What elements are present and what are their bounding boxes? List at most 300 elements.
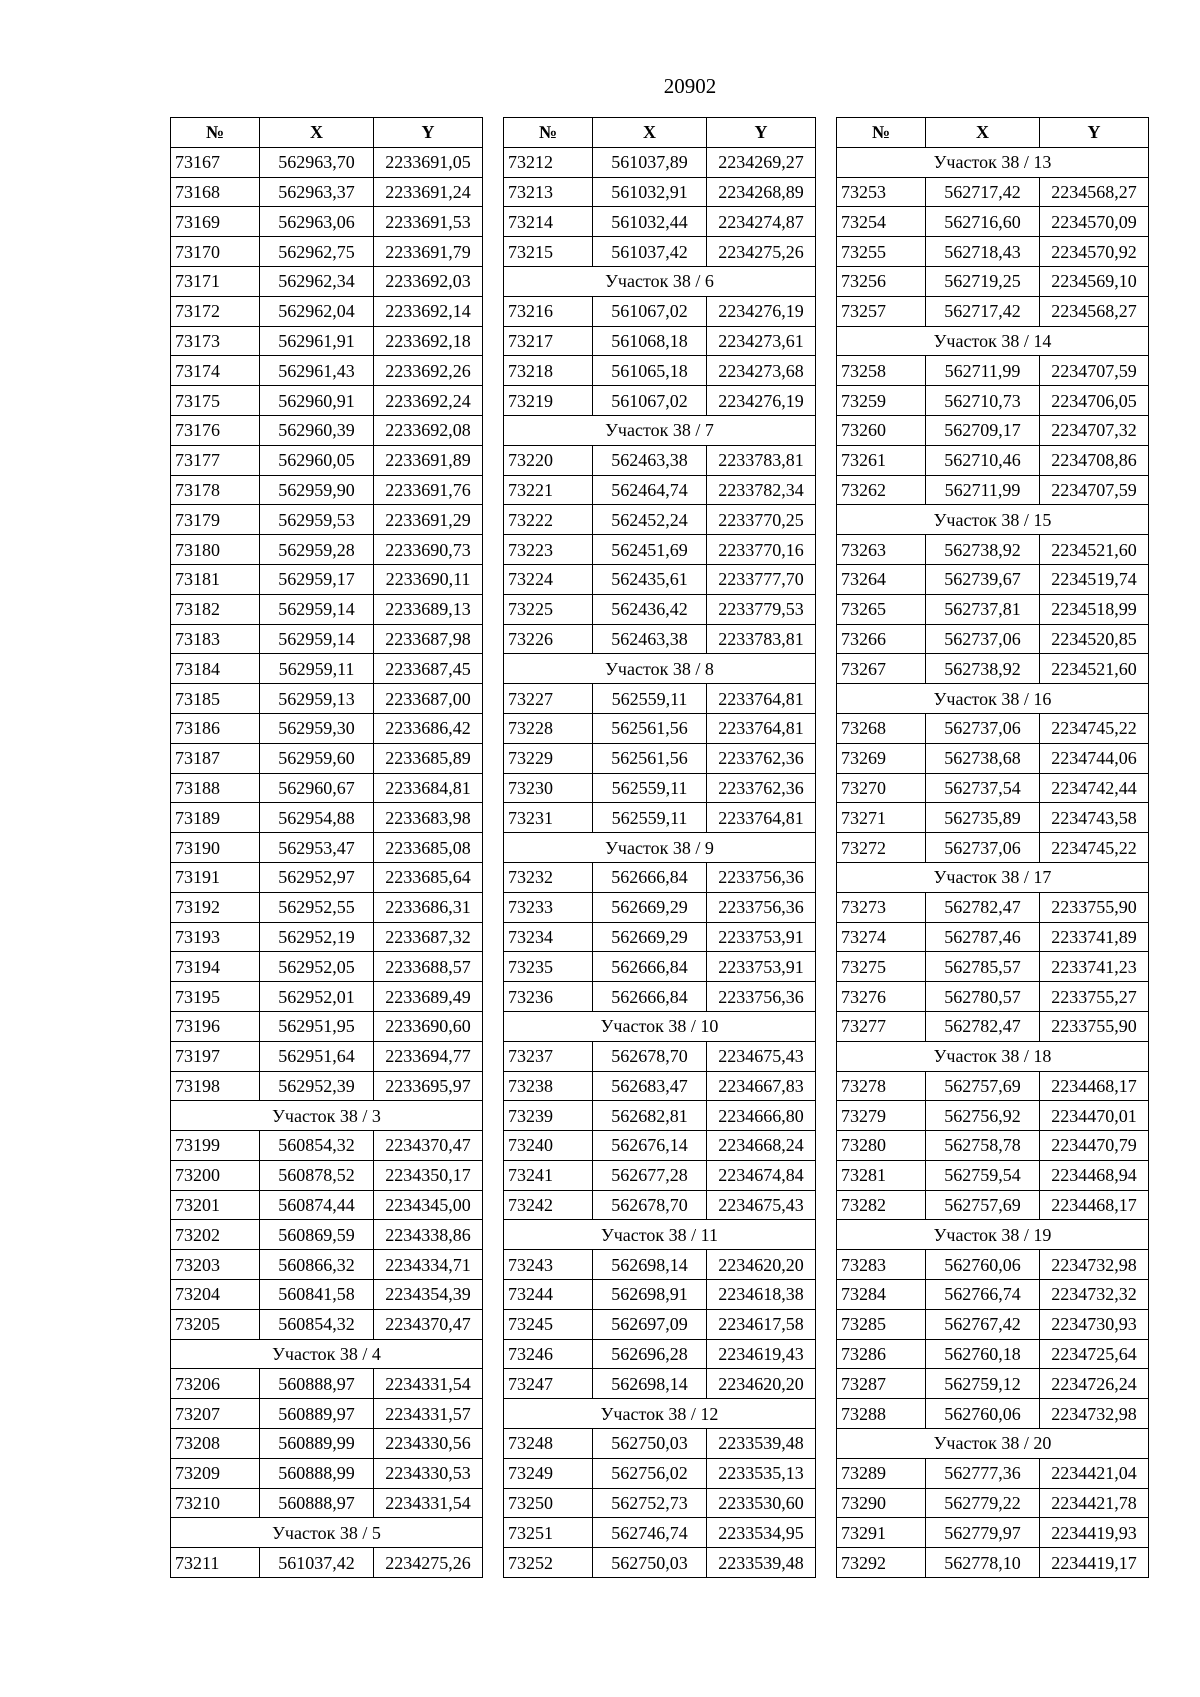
section-row: [504, 415, 816, 445]
table-row: [504, 237, 816, 267]
table-row: [171, 475, 483, 505]
y-coordinate: 2234743,58: [1040, 803, 1149, 833]
table-row: [837, 1399, 1149, 1429]
y-coordinate: 2234331,57: [374, 1399, 483, 1429]
y-coordinate: 2233691,05: [374, 147, 483, 177]
table-row: [171, 833, 483, 863]
y-coordinate: 2234742,44: [1040, 773, 1149, 803]
y-coordinate: 2234470,01: [1040, 1101, 1149, 1131]
point-number: 73192: [171, 892, 260, 922]
y-coordinate: 2233685,89: [374, 743, 483, 773]
point-number: 73285: [837, 1309, 926, 1339]
point-number: 73258: [837, 356, 926, 386]
point-number: 73200: [171, 1160, 260, 1190]
point-number: 73289: [837, 1458, 926, 1488]
y-coordinate: 2234350,17: [374, 1160, 483, 1190]
x-coordinate: 562952,01: [260, 982, 374, 1012]
table-row: [171, 892, 483, 922]
point-number: 73181: [171, 564, 260, 594]
coordinates-table-1: [170, 117, 483, 1578]
y-coordinate: 2234520,85: [1040, 624, 1149, 654]
table-row: [837, 1369, 1149, 1399]
table-row: [171, 743, 483, 773]
point-number: 73241: [504, 1160, 593, 1190]
point-number: 73172: [171, 296, 260, 326]
section-row: [504, 654, 816, 684]
x-coordinate: 562780,57: [926, 982, 1040, 1012]
section-title: Участок 38 / 17: [837, 862, 1149, 892]
y-coordinate: 2233687,00: [374, 684, 483, 714]
y-coordinate: 2233741,89: [1040, 922, 1149, 952]
coordinates-table-2: [503, 117, 816, 1578]
point-number: 73249: [504, 1458, 593, 1488]
point-number: 73242: [504, 1190, 593, 1220]
point-number: 73277: [837, 1011, 926, 1041]
y-coordinate: 2234370,47: [374, 1131, 483, 1161]
y-coordinate: 2234732,98: [1040, 1399, 1149, 1429]
x-coordinate: 562698,14: [593, 1369, 707, 1399]
x-coordinate: 562961,91: [260, 326, 374, 356]
point-number: 73233: [504, 892, 593, 922]
table-row: [837, 1548, 1149, 1578]
y-coordinate: 2233762,36: [707, 743, 816, 773]
point-number: 73174: [171, 356, 260, 386]
x-coordinate: 562952,19: [260, 922, 374, 952]
y-coordinate: 2234620,20: [707, 1250, 816, 1280]
x-coordinate: 562787,46: [926, 922, 1040, 952]
table-row: [837, 1160, 1149, 1190]
point-number: 73286: [837, 1339, 926, 1369]
table-row: [504, 1131, 816, 1161]
x-coordinate: 562717,42: [926, 296, 1040, 326]
table-row: [171, 207, 483, 237]
y-coordinate: 2234330,53: [374, 1458, 483, 1488]
section-row: [837, 1429, 1149, 1459]
point-number: 73224: [504, 564, 593, 594]
y-coordinate: 2233692,26: [374, 356, 483, 386]
section-row: [837, 1041, 1149, 1071]
section-row: [837, 1220, 1149, 1250]
table-row: [171, 1250, 483, 1280]
point-number: 73275: [837, 952, 926, 982]
y-coordinate: 2233687,45: [374, 654, 483, 684]
y-coordinate: 2233782,34: [707, 475, 816, 505]
x-coordinate: 562737,06: [926, 833, 1040, 863]
x-coordinate: 562756,02: [593, 1458, 707, 1488]
y-coordinate: 2234707,59: [1040, 475, 1149, 505]
table-row: [171, 356, 483, 386]
table-row: [504, 1309, 816, 1339]
section-title: Участок 38 / 5: [171, 1518, 483, 1548]
point-number: 73237: [504, 1041, 593, 1071]
y-coordinate: 2234617,58: [707, 1309, 816, 1339]
x-coordinate: 562959,13: [260, 684, 374, 714]
y-coordinate: 2233685,64: [374, 862, 483, 892]
table-row: [504, 207, 816, 237]
point-number: 73279: [837, 1101, 926, 1131]
x-coordinate: 560878,52: [260, 1160, 374, 1190]
table-row: [837, 594, 1149, 624]
point-number: 73263: [837, 535, 926, 565]
x-coordinate: 562737,06: [926, 713, 1040, 743]
point-number: 73266: [837, 624, 926, 654]
y-coordinate: 2234666,80: [707, 1101, 816, 1131]
x-coordinate: 562951,95: [260, 1011, 374, 1041]
point-number: 73290: [837, 1488, 926, 1518]
x-coordinate: 562669,29: [593, 892, 707, 922]
x-coordinate: 562953,47: [260, 833, 374, 863]
header-x: X: [926, 118, 1040, 148]
y-coordinate: 2233683,98: [374, 803, 483, 833]
y-coordinate: 2233684,81: [374, 773, 483, 803]
y-coordinate: 2233686,42: [374, 713, 483, 743]
table-header-row: [171, 118, 483, 148]
y-coordinate: 2233770,16: [707, 535, 816, 565]
x-coordinate: 562963,06: [260, 207, 374, 237]
y-coordinate: 2234618,38: [707, 1280, 816, 1310]
table-header-row: [837, 118, 1149, 148]
point-number: 73215: [504, 237, 593, 267]
point-number: 73223: [504, 535, 593, 565]
y-coordinate: 2234707,59: [1040, 356, 1149, 386]
table-row: [837, 982, 1149, 1012]
y-coordinate: 2234345,00: [374, 1190, 483, 1220]
table-row: [504, 445, 816, 475]
point-number: 73197: [171, 1041, 260, 1071]
table-row: [504, 952, 816, 982]
table-row: [171, 1399, 483, 1429]
x-coordinate: 561032,44: [593, 207, 707, 237]
x-coordinate: 562952,39: [260, 1071, 374, 1101]
y-coordinate: 2234732,32: [1040, 1280, 1149, 1310]
x-coordinate: 562666,84: [593, 952, 707, 982]
header-x: X: [260, 118, 374, 148]
point-number: 73167: [171, 147, 260, 177]
point-number: 73245: [504, 1309, 593, 1339]
point-number: 73282: [837, 1190, 926, 1220]
header-y: Y: [707, 118, 816, 148]
x-coordinate: 562678,70: [593, 1041, 707, 1071]
y-coordinate: 2234726,24: [1040, 1369, 1149, 1399]
x-coordinate: 562959,14: [260, 624, 374, 654]
x-coordinate: 560854,32: [260, 1131, 374, 1161]
point-number: 73218: [504, 356, 593, 386]
y-coordinate: 2233691,29: [374, 505, 483, 535]
table-row: [504, 1101, 816, 1131]
x-coordinate: 562750,03: [593, 1548, 707, 1578]
x-coordinate: 562738,68: [926, 743, 1040, 773]
table-row: [837, 1488, 1149, 1518]
point-number: 73235: [504, 952, 593, 982]
section-title: Участок 38 / 9: [504, 833, 816, 863]
point-number: 73168: [171, 177, 260, 207]
x-coordinate: 562559,11: [593, 684, 707, 714]
y-coordinate: 2234732,98: [1040, 1250, 1149, 1280]
x-coordinate: 562782,47: [926, 1011, 1040, 1041]
table-row: [504, 892, 816, 922]
y-coordinate: 2233690,73: [374, 535, 483, 565]
section-title: Участок 38 / 20: [837, 1429, 1149, 1459]
x-coordinate: 562959,60: [260, 743, 374, 773]
point-number: 73213: [504, 177, 593, 207]
x-coordinate: 562463,38: [593, 624, 707, 654]
table-row: [837, 1339, 1149, 1369]
table-row: [171, 654, 483, 684]
point-number: 73225: [504, 594, 593, 624]
point-number: 73278: [837, 1071, 926, 1101]
x-coordinate: 562759,54: [926, 1160, 1040, 1190]
point-number: 73216: [504, 296, 593, 326]
point-number: 73187: [171, 743, 260, 773]
table-row: [171, 1429, 483, 1459]
point-number: 73265: [837, 594, 926, 624]
x-coordinate: 562669,29: [593, 922, 707, 952]
x-coordinate: 562962,34: [260, 266, 374, 296]
header-y: Y: [1040, 118, 1149, 148]
point-number: 73264: [837, 564, 926, 594]
point-number: 73177: [171, 445, 260, 475]
y-coordinate: 2233783,81: [707, 445, 816, 475]
x-coordinate: 562959,14: [260, 594, 374, 624]
table-row: [504, 326, 816, 356]
point-number: 73247: [504, 1369, 593, 1399]
table-row: [171, 624, 483, 654]
x-coordinate: 562451,69: [593, 535, 707, 565]
table-row: [171, 684, 483, 714]
table-row: [837, 1101, 1149, 1131]
header-number: №: [504, 118, 593, 148]
point-number: 73231: [504, 803, 593, 833]
table-row: [171, 803, 483, 833]
table-row: [837, 773, 1149, 803]
y-coordinate: 2233692,08: [374, 415, 483, 445]
y-coordinate: 2233770,25: [707, 505, 816, 535]
x-coordinate: 562696,28: [593, 1339, 707, 1369]
point-number: 73212: [504, 147, 593, 177]
x-coordinate: 562961,43: [260, 356, 374, 386]
y-coordinate: 2234468,17: [1040, 1190, 1149, 1220]
table-row: [504, 564, 816, 594]
y-coordinate: 2233764,81: [707, 803, 816, 833]
table-row: [171, 1011, 483, 1041]
table-row: [171, 1488, 483, 1518]
y-coordinate: 2233762,36: [707, 773, 816, 803]
table-row: [504, 1429, 816, 1459]
x-coordinate: 562435,61: [593, 564, 707, 594]
x-coordinate: 562779,97: [926, 1518, 1040, 1548]
point-number: 73211: [171, 1548, 260, 1578]
table-row: [837, 1011, 1149, 1041]
point-number: 73253: [837, 177, 926, 207]
y-coordinate: 2234568,27: [1040, 177, 1149, 207]
section-row: [171, 1518, 483, 1548]
section-row: [504, 1220, 816, 1250]
table-row: [837, 1518, 1149, 1548]
y-coordinate: 2233691,79: [374, 237, 483, 267]
point-number: 73260: [837, 415, 926, 445]
x-coordinate: 562750,03: [593, 1429, 707, 1459]
point-number: 73234: [504, 922, 593, 952]
table-row: [171, 564, 483, 594]
table-row: [171, 982, 483, 1012]
point-number: 73185: [171, 684, 260, 714]
table-row: [837, 743, 1149, 773]
y-coordinate: 2233687,32: [374, 922, 483, 952]
table-row: [504, 1488, 816, 1518]
point-number: 73179: [171, 505, 260, 535]
section-row: [504, 1011, 816, 1041]
point-number: 73217: [504, 326, 593, 356]
x-coordinate: 562716,60: [926, 207, 1040, 237]
x-coordinate: 561065,18: [593, 356, 707, 386]
table-row: [504, 147, 816, 177]
y-coordinate: 2234707,32: [1040, 415, 1149, 445]
table-row: [171, 445, 483, 475]
x-coordinate: 562709,17: [926, 415, 1040, 445]
y-coordinate: 2233694,77: [374, 1041, 483, 1071]
x-coordinate: 560889,99: [260, 1429, 374, 1459]
x-coordinate: 562738,92: [926, 535, 1040, 565]
point-number: 73169: [171, 207, 260, 237]
y-coordinate: 2234708,86: [1040, 445, 1149, 475]
table-row: [171, 535, 483, 565]
point-number: 73171: [171, 266, 260, 296]
x-coordinate: 560888,97: [260, 1488, 374, 1518]
x-coordinate: 562952,05: [260, 952, 374, 982]
y-coordinate: 2233692,18: [374, 326, 483, 356]
y-coordinate: 2234470,79: [1040, 1131, 1149, 1161]
table-row: [171, 1071, 483, 1101]
point-number: 73248: [504, 1429, 593, 1459]
table-row: [837, 564, 1149, 594]
table-row: [171, 386, 483, 416]
header-number: №: [837, 118, 926, 148]
header-y: Y: [374, 118, 483, 148]
y-coordinate: 2233777,70: [707, 564, 816, 594]
point-number: 73276: [837, 982, 926, 1012]
x-coordinate: 562962,75: [260, 237, 374, 267]
x-coordinate: 562737,54: [926, 773, 1040, 803]
y-coordinate: 2233756,36: [707, 862, 816, 892]
point-number: 73182: [171, 594, 260, 624]
y-coordinate: 2233690,60: [374, 1011, 483, 1041]
y-coordinate: 2234619,43: [707, 1339, 816, 1369]
y-coordinate: 2233756,36: [707, 982, 816, 1012]
point-number: 73207: [171, 1399, 260, 1429]
point-number: 73280: [837, 1131, 926, 1161]
table-row: [837, 296, 1149, 326]
table-row: [837, 803, 1149, 833]
point-number: 73230: [504, 773, 593, 803]
x-coordinate: 562738,92: [926, 654, 1040, 684]
point-number: 73243: [504, 1250, 593, 1280]
x-coordinate: 562782,47: [926, 892, 1040, 922]
table-row: [504, 1369, 816, 1399]
point-number: 73180: [171, 535, 260, 565]
table-row: [837, 207, 1149, 237]
table-row: [837, 535, 1149, 565]
table-row: [504, 505, 816, 535]
x-coordinate: 562436,42: [593, 594, 707, 624]
y-coordinate: 2234521,60: [1040, 654, 1149, 684]
y-coordinate: 2234275,26: [707, 237, 816, 267]
x-coordinate: 562739,67: [926, 564, 1040, 594]
table-row: [171, 296, 483, 326]
x-coordinate: 560869,59: [260, 1220, 374, 1250]
x-coordinate: 562760,18: [926, 1339, 1040, 1369]
y-coordinate: 2234730,93: [1040, 1309, 1149, 1339]
x-coordinate: 562452,24: [593, 505, 707, 535]
point-number: 73190: [171, 833, 260, 863]
point-number: 73205: [171, 1309, 260, 1339]
x-coordinate: 562737,06: [926, 624, 1040, 654]
x-coordinate: 562760,06: [926, 1399, 1040, 1429]
point-number: 73176: [171, 415, 260, 445]
y-coordinate: 2234421,04: [1040, 1458, 1149, 1488]
table-row: [171, 505, 483, 535]
y-coordinate: 2233687,98: [374, 624, 483, 654]
x-coordinate: 561037,42: [260, 1548, 374, 1578]
table-row: [837, 177, 1149, 207]
x-coordinate: 562697,09: [593, 1309, 707, 1339]
x-coordinate: 562766,74: [926, 1280, 1040, 1310]
table-row: [504, 1339, 816, 1369]
y-coordinate: 2233692,24: [374, 386, 483, 416]
table-row: [837, 386, 1149, 416]
x-coordinate: 562735,89: [926, 803, 1040, 833]
section-row: [504, 266, 816, 296]
point-number: 73178: [171, 475, 260, 505]
table-row: [171, 1041, 483, 1071]
point-number: 73239: [504, 1101, 593, 1131]
point-number: 73236: [504, 982, 593, 1012]
y-coordinate: 2234706,05: [1040, 386, 1149, 416]
y-coordinate: 2234419,17: [1040, 1548, 1149, 1578]
section-title: Участок 38 / 7: [504, 415, 816, 445]
x-coordinate: 562678,70: [593, 1190, 707, 1220]
y-coordinate: 2234745,22: [1040, 713, 1149, 743]
y-coordinate: 2233689,49: [374, 982, 483, 1012]
y-coordinate: 2233690,11: [374, 564, 483, 594]
x-coordinate: 562683,47: [593, 1071, 707, 1101]
y-coordinate: 2234274,87: [707, 207, 816, 237]
section-row: [837, 505, 1149, 535]
table-row: [837, 1190, 1149, 1220]
section-row: [504, 833, 816, 863]
point-number: 73229: [504, 743, 593, 773]
y-coordinate: 2233741,23: [1040, 952, 1149, 982]
coordinates-table-3: [836, 117, 1149, 1578]
y-coordinate: 2233755,90: [1040, 1011, 1149, 1041]
x-coordinate: 562717,42: [926, 177, 1040, 207]
y-coordinate: 2234334,71: [374, 1250, 483, 1280]
section-title: Участок 38 / 13: [837, 147, 1149, 177]
point-number: 73206: [171, 1369, 260, 1399]
x-coordinate: 562737,81: [926, 594, 1040, 624]
point-number: 73284: [837, 1280, 926, 1310]
y-coordinate: 2233535,13: [707, 1458, 816, 1488]
point-number: 73288: [837, 1399, 926, 1429]
point-number: 73291: [837, 1518, 926, 1548]
point-number: 73209: [171, 1458, 260, 1488]
x-coordinate: 562710,46: [926, 445, 1040, 475]
x-coordinate: 562960,39: [260, 415, 374, 445]
y-coordinate: 2233539,48: [707, 1548, 816, 1578]
x-coordinate: 562785,57: [926, 952, 1040, 982]
point-number: 73232: [504, 862, 593, 892]
table-row: [504, 1280, 816, 1310]
point-number: 73259: [837, 386, 926, 416]
